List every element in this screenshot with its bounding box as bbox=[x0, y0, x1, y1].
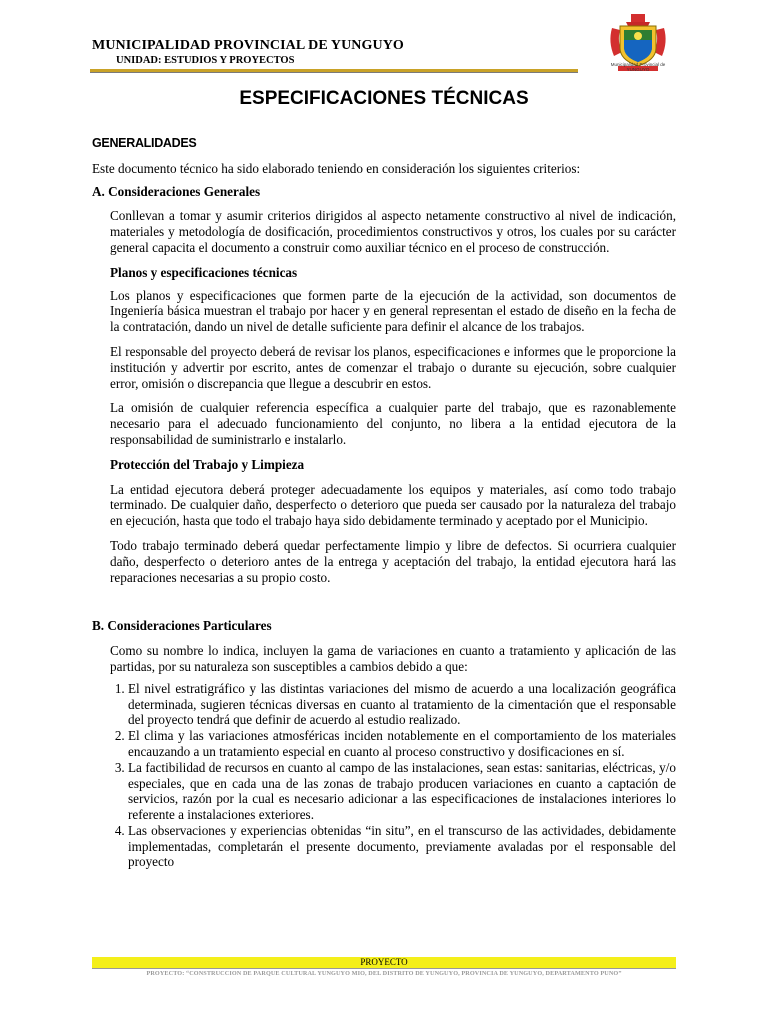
list-item: 4. Las observaciones y experiencias obtenidas “in situ”, en el transcurso de las actividades, debidamente implementadas, completarán el presente documento, previamente avaladas por el responsable del proyecto bbox=[128, 823, 676, 870]
section-a-paragraph-6: Todo trabajo terminado deberá quedar perfectamente limpio y libre de defectos. Si ocurriera cualquier daño, desperfecto o deterioro antes de la entrega y aceptación del trabajo, la entidad ejecutora hará las reparaciones necesarias a su propio costo. bbox=[110, 537, 676, 585]
seal-caption: Municipalidad Provincial de YUNGUYO bbox=[610, 62, 666, 72]
footer-rule bbox=[92, 968, 676, 969]
intro-paragraph: Este documento técnico ha sido elaborado teniendo en consideración los siguientes criterios: bbox=[92, 160, 581, 176]
list-item: 2. El clima y las variaciones atmosféricas inciden notablemente en el comportamiento de los materiales encauzando a un tratamiento especial en cuanto al proceso constructivo y dosificaciones en sí. bbox=[128, 728, 676, 760]
section-a-paragraph-4: La omisión de cualquier referencia específica a cualquier parte del trabajo, que es razonablemente necesario para el adecuado funcionamiento del conjunto, no libera a la entidad ejecutora de la responsabilidad de suministrarlo e instalarlo. bbox=[110, 400, 676, 447]
header-rule-shadow bbox=[90, 72, 578, 73]
section-a-paragraph-5: La entidad ejecutora deberá proteger adecuadamente los equipos y materiales, así como todo trabajo terminado. De cualquier daño, desperfecto o deterioro que pueda ser causado por la naturaleza del trabajo en ejecución, hasta que todo el trabajo haya sido debidamente terminado y aceptado por el Municipio. bbox=[110, 481, 676, 529]
organization-name: MUNICIPALIDAD PROVINCIAL DE YUNGUYO bbox=[92, 38, 404, 53]
section-a-heading: A. Consideraciones Generales bbox=[92, 183, 261, 199]
section-b-intro: Como su nombre lo indica, incluyen la gama de variaciones en cuanto a tratamiento y aplicación de las partidas, por su naturaleza son susceptibles a cambios debido a que: bbox=[110, 643, 676, 674]
subheading-proteccion: Protección del Trabajo y Limpieza bbox=[110, 456, 305, 472]
list-item: 1. El nivel estratigráfico y las distintas variaciones del mismo de acuerdo a una localización geográfica determinada, sugieren técnicas diversas en cuanto al tratamiento de la cimentación que el responsable del proyecto tendrá que definir de acuerdo al estudio realizado. bbox=[128, 681, 676, 728]
subheading-planos: Planos y especificaciones técnicas bbox=[110, 264, 298, 280]
particular-considerations-list bbox=[110, 681, 676, 871]
footer-project-text: PROYECTO: “CONSTRUCCION DE PARQUE CULTURAL YUNGUYO MIO, DEL DISTRITO DE YUNGUYO, PROVINCIA DE YUNGUYO, DEPARTAMENTO PUNO” bbox=[146, 970, 622, 977]
document-header bbox=[90, 38, 580, 66]
document-title: ESPECIFICACIONES TÉCNICAS bbox=[239, 88, 529, 109]
document-body bbox=[92, 136, 676, 870]
list-item: 3. La factibilidad de recursos en cuanto al campo de las instalaciones, sean estas: sanitarias, eléctricas, y/o especiales, que en cada una de las zonas de trabajo producen variaciones en cuanto a captación de servicios, razón por la cual es necesario adicionar a las especificaciones de instalaciones interiores lo referente a instalaciones exteriores. bbox=[128, 760, 676, 823]
section-a-paragraph-2: Los planos y especificaciones que formen parte de la ejecución de la actividad, son documentos de Ingeniería básica muestran el trabajo por hacer y en general representan el estado de diseño en la fecha de la contratación, dando un nivel de detalle suficiente para definir el alcance de los trabajos. bbox=[110, 287, 676, 335]
footer-label: PROYECTO bbox=[360, 957, 408, 967]
section-a-paragraph-1: Conllevan a tomar y asumir criterios dirigidos al aspecto netamente constructivo al nivel de indicación, materiales y metodología de dosificación, procedimientos constructivos y otros, los cuales por su carácter general capacita el documento a construir como auxiliar técnico en el proceso de construcción. bbox=[110, 208, 676, 255]
generalidades-heading: GENERALIDADES bbox=[92, 136, 197, 150]
section-b-heading: B. Consideraciones Particulares bbox=[92, 618, 272, 634]
section-a-paragraph-3: El responsable del proyecto deberá de revisar los planos, especificaciones e informes que le proporcione la institución y advertir por escrito, antes de comenzar el trabajo o durante su ejecución, sobre cualquier error, omisión o discrepancia que llegue a descubrir en estos. bbox=[110, 343, 676, 391]
unit-name: UNIDAD: ESTUDIOS Y PROYECTOS bbox=[116, 55, 295, 66]
